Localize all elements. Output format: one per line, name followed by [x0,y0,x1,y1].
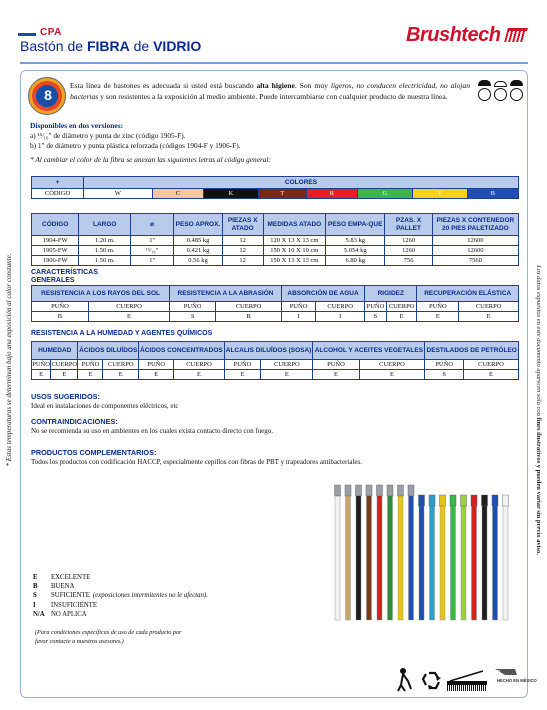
legend-note: (Para condiciones específicas de uso de cada producto por favor contacte a nuestros asesores.) [35,629,182,645]
chemical-sub-handle: PUÑO [32,361,50,368]
brush-handle-tip [471,495,477,506]
header-divider [20,62,528,64]
brush-handle-tip [377,485,383,496]
intro-text-1: Esta línea de bastones es adecuada si usted está buscando [70,81,257,90]
general-value: E [417,312,459,322]
brush-handle-tip [492,495,498,506]
chef-icons [476,80,524,106]
side-note-right [535,150,542,670]
brush-handle-tip [440,495,446,506]
legend-label: INSUFICIENTE [51,601,98,609]
side-right-bold: fines ilustrativos y pueden variar sin previo aviso. [535,417,542,555]
legend-label: BUENA [51,583,75,591]
brush-handle-tip [366,485,372,496]
cook-hat-icon [510,80,523,86]
complementary-text: Todos los productos con codificación HACCP, especialmente cepillos con fibras de PBT y trapeadores antibacteriales. [31,458,363,466]
legend-code: I [33,601,36,609]
general-value: E [459,312,519,322]
brush-handle-tip [398,485,404,496]
general-value: B [32,312,89,322]
intro-italic-1: ligeros [330,81,352,90]
brush-handle-tip [450,495,456,506]
spec-cell: 1.20 m. [79,236,131,246]
years-badge-icon [28,77,66,115]
legend-label: EXCELENTE [51,574,91,581]
brush-handle-tip [335,485,341,496]
chemical-value: E [261,370,313,380]
chemical-value: S [425,370,464,380]
brush-handle-tip [503,495,509,506]
chef-face-icon [478,88,491,101]
chemical-sub-body: CUERPO [359,360,425,370]
chemical-value: E [51,370,78,380]
spec-cell: 12600 [432,246,518,256]
chemical-value: E [103,370,139,380]
chemical-sub-body: CUERPO [261,360,313,370]
general-sub-body: CUERPO [216,302,282,312]
recycle-icon [423,673,441,690]
chemical-sub-handle: PUÑO [78,360,103,370]
cleaning-person-icon [398,668,411,691]
legend-italic: (exposiciones intermitentes no le afectan). [92,592,208,600]
legend-item [33,582,208,591]
chemical-sub-handle: PUÑO [224,360,261,370]
chemical-sub-body: CUERPO [463,360,518,370]
chemical-header-1: ÁCIDOS DILUÍDOS [78,342,139,360]
chemical-header-2: ÁCIDOS CONCENTRADOS [139,342,225,360]
general-value: S [365,312,387,322]
brush-handle-tip [419,495,425,506]
spec-cell: 1260 [385,236,432,246]
broom-brush-icon [447,671,487,691]
brush-handle [472,505,477,620]
title-mid: de [63,38,87,54]
table-row [32,256,519,266]
general-sub-body: CUERPO [88,302,169,312]
brush-handle [451,505,456,620]
mx-sub-label: HECHO EN MÉXICO [497,678,537,683]
logo-text: Brushtech [406,24,501,46]
chemical-value: E [463,370,518,380]
spec-cell: 12 [222,256,263,266]
general-value: E [88,312,169,322]
mx-label: MX [493,670,501,676]
brushtech-logo [406,24,524,52]
nurse-cap-icon [494,81,507,87]
brush-handle [367,495,372,620]
legend-code: B [33,583,38,591]
general-header-3: RIGIDEZ [365,286,417,302]
legend-code: E [33,574,38,581]
legend-item [33,591,208,600]
general-header-2: ABSORCIÓN DE AGUA [281,286,364,302]
spec-cell: 0.56 kg [174,256,222,266]
spec-cell: 1" [131,256,174,266]
badge-number: 8 [44,87,52,103]
spec-cell: ¹⁵⁄₁₆" [131,246,174,256]
intro-italic-2: no conducen electricidad, no alojan bacterias [70,81,470,101]
general-value: I [281,312,315,322]
colors-table [31,176,519,199]
spec-header-3: PESO APROX. [174,214,222,236]
spec-cell: 12600 [432,236,518,246]
spec-cell: 120 X 13 X 13 cm [263,236,325,246]
chef-hat-icon [478,80,491,86]
chemical-sub-body: CUERPO [103,360,139,370]
brush-handle [409,495,414,620]
colors-code-label: CÓDIGO [32,189,84,199]
brush-handle-tip [408,485,414,496]
logo-bristles-icon [504,28,528,42]
brush-handle [356,495,361,620]
general-sub-body: CUERPO [316,302,365,312]
chemical-header-0: HUMEDAD [32,342,78,360]
brush-handle-tip [482,495,488,506]
contra-text: No se recomienda su uso en ambientes en los cuales exista contacto directo con fuego. [31,427,274,435]
spec-cell: 1906-FW [32,256,79,266]
spec-cell: 756 [385,256,432,266]
spec-cell: 5.054 kg [326,246,385,256]
chemical-sub-body: CUERPO [51,361,78,368]
general-sub-handle: PUÑO [281,302,315,312]
uses-text: Ideal en instalaciones de componentes eléctricos, etc [31,402,179,410]
legend-label: NO APLICA [51,610,87,618]
general-value: E [386,312,417,322]
brush-handle [346,495,351,620]
brush-handle-tip [461,495,467,506]
general-header-1: RESISTENCIA A LA ABRASIÓN [170,286,282,302]
brush-handle [503,505,508,620]
side-right-pre: Los datos expuestos en este documento aparecen sólo con [535,265,542,418]
table-row [32,236,519,246]
general-sub-handle: PUÑO [417,302,459,312]
spec-cell: 1.50 m. [79,246,131,256]
color-cell-r: R [306,189,357,199]
spec-cell: 0.485 kg [174,236,222,246]
spec-cell: 6.80 kg [326,256,385,266]
legend-label: SUFICIENTE [51,592,90,600]
chemical-value: E [359,370,425,380]
general-header-4: RECUPERACIÓN ELÁSTICA [417,286,519,302]
version-b: b) 1" de diámetro y punta plástica reforzada (códigos 1904-F y 1906-F). [30,141,241,150]
brush-handle [461,505,466,620]
title-mid-2: de [129,38,154,54]
spec-cell: 1905-FW [32,246,79,256]
spec-header-0: CÓDIGO [32,214,79,236]
general-header-0: RESISTENCIA A LOS RAYOS DEL SOL [32,286,170,302]
chemical-header-4: ALCOHOL Y ACEITES VEGETALES [313,342,425,360]
title-prefix: Bastón [20,38,64,54]
versions-heading: Disponibles en dos versiones: [30,121,124,130]
intro-text-3: , [351,81,357,90]
spec-cell: 150 X 10 X 10 cm [263,246,325,256]
spec-cell: 1904-FW [32,236,79,246]
general-sub-handle: PUÑO [170,302,216,312]
spec-cell: 150 X 13 X 13 cm [263,256,325,266]
nurse-face-icon [494,88,507,101]
chemical-sub-body: CUERPO [174,360,224,370]
color-cell-y: Y [412,189,467,199]
chemical-sub-handle: PUÑO [313,360,359,370]
brush-handle-tip [387,485,393,496]
general-value: I [316,312,365,322]
legend-item [33,573,208,582]
intro-text-2: . Son muy [294,81,331,90]
general-value: S [170,312,216,322]
brush-handles-image [325,480,515,630]
brush-handle [419,505,424,620]
chemical-sub-handle: PUÑO [425,360,464,370]
intro-text-4: y son resistentes a la exposición al medio ambiente. Puede intercambiarse con cualquier producto de nuestra línea. [98,92,448,101]
color-cell-t: T [258,189,306,199]
color-cell-w: W [84,189,153,199]
general-sub-handle: PUÑO [366,303,385,310]
chemical-value: E [32,370,51,380]
general-sub-body: CUERPO [386,302,417,312]
brush-handle-tip [429,495,435,506]
brush-handle [482,505,487,620]
complementary-title: PRODUCTOS COMPLEMENTARIOS: [31,448,157,457]
chemical-value: E [139,370,174,380]
version-a: a) ¹⁵⁄₁₆" de diámetro y punta de zinc (código 1905-F). [30,131,186,140]
brush-handle [430,505,435,620]
mexico-made-icon [493,669,538,683]
footer-icons [395,665,537,693]
side-note-left: * Estas temperaturas se determinan bajo una exposición al calor constante. [5,253,13,467]
chemical-title: RESISTENCIA A LA HUMEDAD Y AGENTES QUÍMICOS [31,330,213,337]
spec-cell: 12 [222,236,263,246]
chemical-value: E [78,370,103,380]
title-bold: FIBRA [86,38,130,54]
general-title: CARACTERÍSTICAS GENERALES [31,269,98,284]
chemical-value: E [313,370,359,380]
general-sub-handle: PUÑO [32,302,89,312]
legend-item [33,610,208,619]
spec-header-2: ø [131,214,174,236]
title-bold-2: VIDRIO [153,38,202,54]
spec-header-7: PZAS. X PALLET [385,214,432,236]
chemical-header-3: ALCALIS DILUÍDOS (SOSA) [224,342,313,360]
table-row [32,246,519,256]
spec-cell: 0.421 kg [174,246,222,256]
chemical-header-5: DESTILADOS DE PETRÓLEO [425,342,519,360]
brush-handle [388,495,393,620]
color-cell-k: K [203,189,258,199]
general-sub-body: CUERPO [459,302,519,312]
brush-handle [493,505,498,620]
brush-handle [440,505,445,620]
spec-cell: 1" [131,236,174,246]
general-value: B [216,312,282,322]
color-cell-g: G [357,189,412,199]
spec-table [31,213,519,266]
brand-code: CPA [40,27,62,38]
contra-title: CONTRAINDICACIONES: [31,417,118,426]
cook-face-icon [510,88,523,101]
brand-bar [18,33,36,36]
spec-header-5: MEDIDAS ATADO [263,214,325,236]
spec-cell: 1260 [385,246,432,256]
legend-code: N/A [33,610,45,618]
intro-paragraph [70,80,470,102]
chemical-sub-handle: PUÑO [139,360,174,370]
brush-handle [335,495,340,620]
chemical-table [31,341,519,380]
page-title [20,38,201,54]
legend-code: S [33,592,37,600]
spec-cell: 5.83 kg [326,236,385,246]
intro-bold: alta higiene [256,81,295,90]
spec-cell: 12 [222,246,263,256]
colors-plus: + [32,177,84,189]
color-note: * Al cambiar el color de la fibra se anexan las siguientes letras al código general: [30,155,271,164]
brush-handle [377,495,382,620]
spec-header-4: PIEZAS X ATADO [222,214,263,236]
chemical-value: E [174,370,224,380]
uses-title: USOS SUGERIDOS: [31,392,100,401]
spec-header-8: PIEZAS X CONTENEDOR 20 PIES PALETIZADO [432,214,518,236]
spec-cell: 1.50 m. [79,256,131,266]
colors-header: COLORES [84,177,519,189]
brush-handle-tip [356,485,362,496]
chemical-value: E [224,370,261,380]
brush-handle-tip [345,485,351,496]
color-cell-c: C [152,189,203,199]
legend-item [33,601,208,610]
brush-handle [398,495,403,620]
spec-header-1: LARGO [79,214,131,236]
spec-header-6: PESO EMPA-QUE [326,214,385,236]
spec-cell: 7560 [432,256,518,266]
color-cell-b: B [467,189,518,199]
legend [33,573,208,619]
general-table [31,285,519,322]
